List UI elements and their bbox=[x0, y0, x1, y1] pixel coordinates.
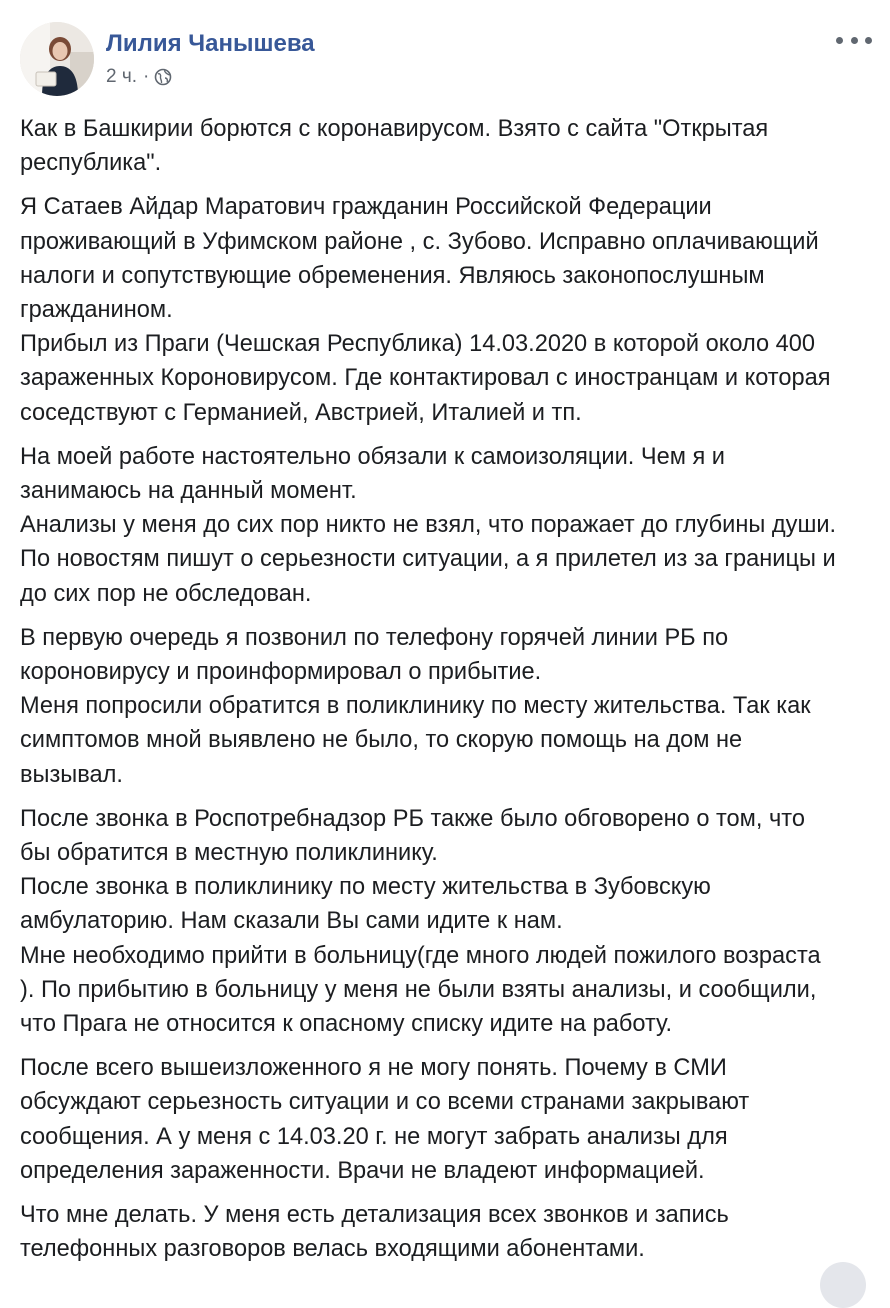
post-text-line: Как в Башкирии борются с коронавирусом. Взято с сайта "Открытая bbox=[20, 116, 769, 142]
post-header bbox=[20, 22, 880, 96]
post-text-line: республика". bbox=[20, 150, 162, 177]
post-text-line: сообщения. А у меня с 14.03.20 г. не могут забрать анализы для bbox=[20, 1123, 728, 1150]
post-text-line: Что мне делать. У меня есть детализация всех звонков и запись bbox=[20, 1202, 729, 1229]
more-options-icon[interactable] bbox=[836, 28, 872, 52]
post-text-line: амбулаторию. Нам сказали Вы сами идите к нам. bbox=[20, 908, 563, 935]
post-text-line: зараженных Короновирусом. Где контактировал с иностранцам и которая bbox=[20, 365, 831, 392]
post-text-line: определения зараженности. Врачи не владеют информацией. bbox=[20, 1157, 705, 1184]
avatar[interactable] bbox=[20, 22, 94, 96]
post-text-line: обсуждают серьезность ситуации и со всеми странами закрывают bbox=[20, 1089, 750, 1116]
post-text-line: Прибыл из Праги (Чешская Республика) 14.03.2020 в которой около 400 bbox=[20, 331, 816, 358]
avatar-photo bbox=[20, 22, 94, 96]
post-text-line: бы обратится в местную поликлинику. bbox=[20, 840, 438, 867]
post-text-line: соседствуют с Германией, Австрией, Италией и тп. bbox=[20, 399, 582, 426]
post-paragraph bbox=[20, 802, 872, 1041]
post-text-line: до сих пор не обследован. bbox=[20, 580, 312, 607]
post-text-line: гражданином. bbox=[20, 297, 173, 324]
post-text-line: вызывал. bbox=[20, 761, 123, 788]
post-paragraph bbox=[20, 1051, 872, 1188]
post-text-line: ). По прибытию в больницу у меня не были взяты анализы, и сообщили, bbox=[20, 976, 817, 1003]
meta-separator: · bbox=[143, 66, 150, 87]
post-text-line: На моей работе настоятельно обязали к самоизоляции. Чем я и bbox=[20, 443, 725, 470]
post-text-line: телефонных разговоров велась входящими абонентами. bbox=[20, 1236, 645, 1263]
post-paragraph bbox=[20, 621, 872, 792]
more-dot bbox=[865, 37, 872, 44]
post-text-line: проживающий в Уфимском районе , с. Зубово. Исправно оплачивающий bbox=[20, 228, 819, 255]
post-text-line: занимаюсь на данный момент. bbox=[20, 478, 357, 505]
post-text-line: В первую очередь я позвонил по телефону горячей линии РБ по bbox=[20, 624, 729, 651]
post-timestamp[interactable]: 2 ч. bbox=[106, 66, 138, 87]
post-paragraph bbox=[20, 1198, 872, 1266]
post-text-line: что Прага не относится к опасному списку идите на работу. bbox=[20, 1011, 673, 1038]
post-text-line: После звонка в поликлинику по месту жительства в Зубовскую bbox=[20, 874, 711, 901]
post-paragraph bbox=[20, 190, 872, 429]
post-text-line: Анализы у меня до сих пор никто не взял, что поражает до глубины души. bbox=[20, 512, 837, 539]
post-text-line: Меня попросили обратится в поликлинику по месту жительства. Так как bbox=[20, 693, 811, 720]
post-text bbox=[20, 112, 872, 1277]
post-text-line: После всего вышеизложенного я не могу понять. Почему в СМИ bbox=[20, 1055, 727, 1082]
more-dot bbox=[851, 37, 858, 44]
post-paragraph bbox=[20, 440, 872, 611]
post-text-line: По новостям пишут о серьезности ситуации, а я прилетел из за границы и bbox=[20, 546, 836, 573]
post-paragraph bbox=[20, 112, 872, 180]
post-text-line: Я Сатаев Айдар Маратович гражданин Российской Федерации bbox=[20, 194, 712, 221]
globe-icon[interactable] bbox=[154, 68, 172, 86]
post-text-line: короновирусу и проинформировал о прибытие. bbox=[20, 659, 542, 686]
partial-circle-button[interactable] bbox=[820, 1262, 866, 1308]
more-dot bbox=[836, 37, 843, 44]
post-text-line: симптомов мной выявлено не было, то скорую помощь на дом не bbox=[20, 727, 743, 754]
post-text-line: налоги и сопутствующие обременения. Являюсь законопослушным bbox=[20, 262, 765, 289]
post-text-line: После звонка в Роспотребнадзор РБ также было обговорено о том, что bbox=[20, 805, 805, 832]
author-name[interactable]: Лилия Чанышева bbox=[106, 30, 315, 57]
post-meta bbox=[106, 66, 172, 88]
post-text-line: Мне необходимо прийти в больницу(где много людей пожилого возраста bbox=[20, 942, 821, 969]
